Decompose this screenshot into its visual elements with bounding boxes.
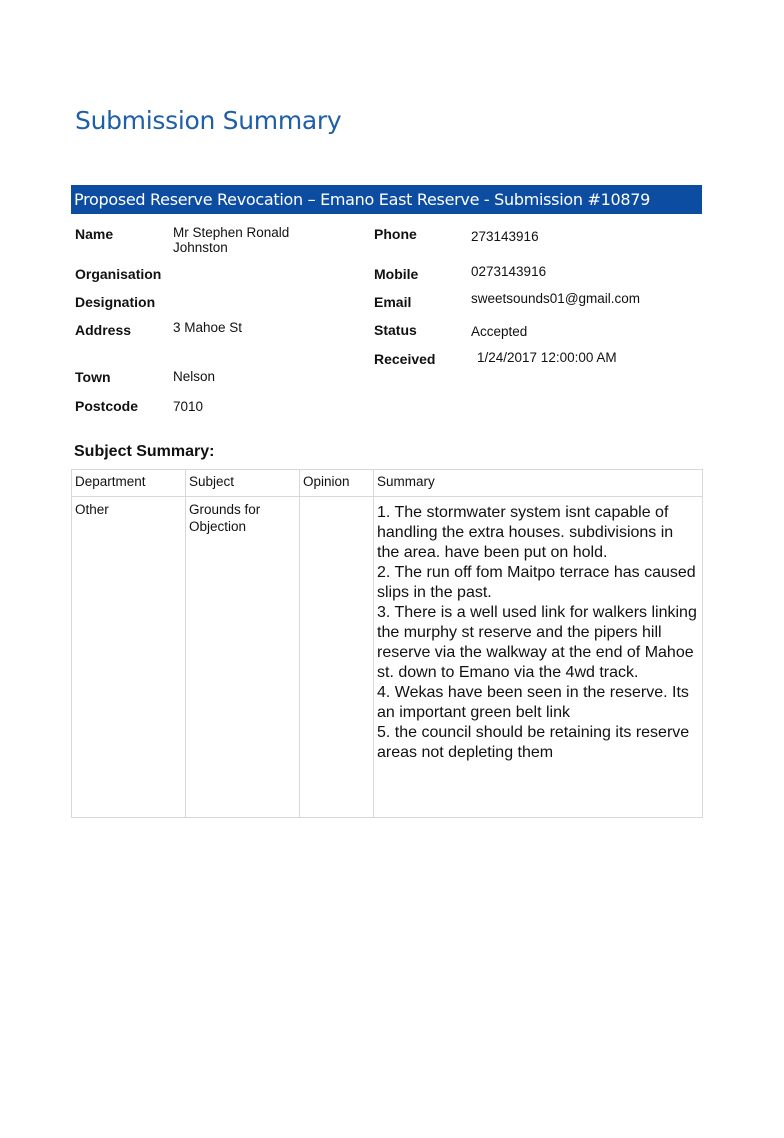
address-value: 3 Mahoe St: [173, 320, 243, 335]
header-subject: Subject: [186, 470, 300, 497]
received-value: 1/24/2017 12:00:00 AM: [477, 350, 617, 365]
email-label: Email: [374, 294, 412, 310]
subject-summary-table: [71, 469, 703, 818]
status-label: Status: [374, 322, 417, 338]
name-label: Name: [75, 226, 114, 242]
cell-opinion: [300, 497, 374, 818]
mobile-value: 0273143916: [471, 264, 547, 279]
status-value: Accepted: [471, 324, 528, 339]
name-value: Mr Stephen Ronald Johnston: [173, 225, 290, 255]
received-label: Received: [374, 351, 436, 367]
organisation-label: Organisation: [75, 266, 162, 282]
town-value: Nelson: [173, 369, 216, 384]
designation-label: Designation: [75, 294, 156, 310]
postcode-value: 7010: [173, 399, 204, 414]
email-value: sweetsounds01@gmail.com: [471, 291, 641, 306]
cell-subject: Grounds for Objection: [186, 497, 300, 818]
table-row: [72, 497, 703, 818]
submission-banner: Proposed Reserve Revocation – Emano East Reserve - Submission #10879: [71, 185, 702, 214]
header-summary: Summary: [374, 470, 703, 497]
cell-summary: 1. The stormwater system isnt capable of handling the extra houses. subdivisions in the area. have been put on hold. 2. The run off fom Maitpo terrace has caused slips in the past. 3. There is a well used link for walkers linking the murphy st reserve and the pipers hill reserve via the walkway at the end of Mahoe st. down to Emano via the 4wd track. 4. Wekas have been seen in the reserve. Its an important green belt link 5. the council should be retaining its reserve areas not depleting them: [374, 497, 703, 818]
header-department: Department: [72, 470, 186, 497]
page-title: Submission Summary: [75, 106, 342, 135]
phone-value: 273143916: [471, 229, 539, 244]
mobile-label: Mobile: [374, 266, 419, 282]
subject-summary-title: Subject Summary:: [74, 443, 215, 460]
cell-department: Other: [72, 497, 186, 818]
address-label: Address: [75, 322, 132, 338]
table-header-row: [72, 470, 703, 497]
postcode-label: Postcode: [75, 398, 139, 414]
town-label: Town: [75, 369, 111, 385]
phone-label: Phone: [374, 226, 417, 242]
header-opinion: Opinion: [300, 470, 374, 497]
